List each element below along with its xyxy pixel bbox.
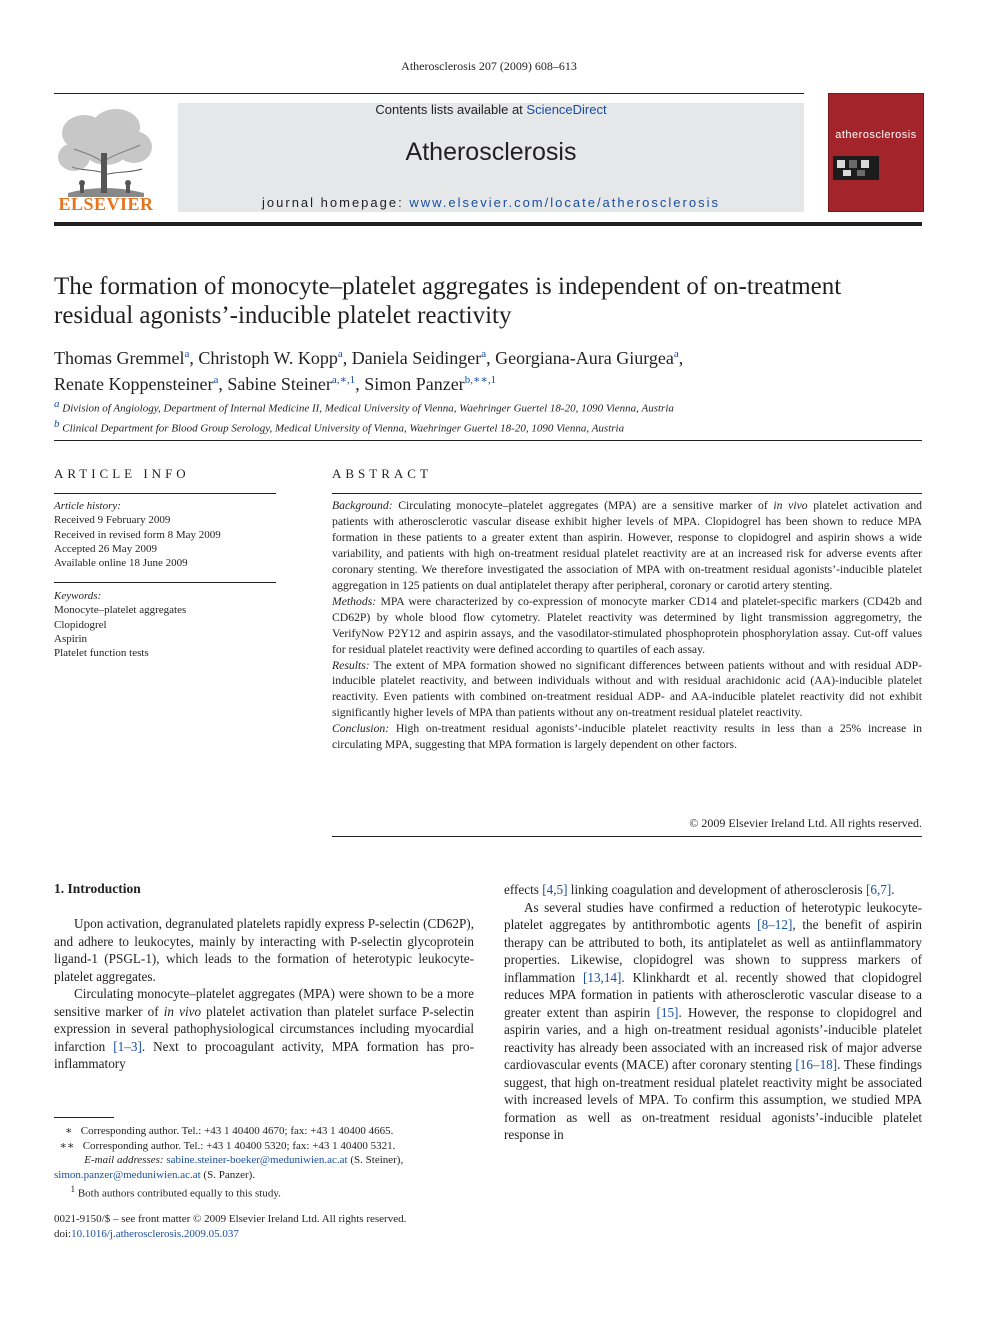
introduction-heading: 1. Introduction bbox=[54, 881, 141, 896]
history-item: Received in revised form 8 May 2009 bbox=[54, 528, 221, 541]
author-line-2: Renate Koppensteiner$^a$, Sabine Steiner$^{a,∗,1}$, Simon Panzer$^{b,∗∗,1}$ bbox=[54, 374, 497, 394]
abstract-copyright: © 2009 Elsevier Ireland Ltd. All rights reserved. bbox=[689, 816, 922, 830]
keyword-item: Clopidogrel bbox=[54, 618, 107, 631]
history-item: Accepted 26 May 2009 bbox=[54, 542, 157, 555]
cover-title: atherosclerosis bbox=[835, 129, 917, 141]
abstract-methods: Methods: MPA were characterized by co-expression of monocyte marker CD14 and platelet-specific markers (CD42b and CD62P) by whole blood flow cytometry. Platelet reactivity was determined by light transmission aggregometry, the VerifyNow P2Y12 and aspirin assays, and the vasodilator-stimulated phosphoprotein phosphorylation assay. Cut-off values for residual platelet reactivity were defined according to quartiles of each assay. bbox=[332, 594, 922, 656]
citation-link[interactable]: [15] bbox=[656, 1004, 679, 1020]
footnote-equal-contribution: $^1$ Both authors contributed equally to this study. bbox=[70, 1184, 281, 1200]
keyword-item: Monocyte–platelet aggregates bbox=[54, 604, 187, 617]
cover-pattern-icon bbox=[833, 156, 879, 180]
email-link[interactable]: sabine.steiner-boeker@meduniwien.ac.at bbox=[166, 1154, 348, 1166]
homepage-prefix: journal homepage: bbox=[262, 195, 410, 210]
citation-link[interactable]: [1–3] bbox=[113, 1038, 142, 1054]
keywords-title: Keywords: bbox=[54, 590, 102, 602]
title-line-2: residual agonists’-inducible platelet reactivity bbox=[54, 302, 512, 329]
header-rule bbox=[54, 222, 922, 226]
affiliations bbox=[54, 397, 924, 436]
citation-link[interactable]: [16–18] bbox=[795, 1057, 838, 1072]
affiliation-b: $^b$ Clinical Department for Blood Group Serology, Medical University of Vienna, Waehringer Guertel 18-20, 1090 Vienna, Austria bbox=[54, 417, 625, 435]
author-affiliation-mark[interactable]: a bbox=[213, 374, 219, 386]
sciencedirect-link[interactable]: ScienceDirect bbox=[526, 102, 607, 117]
contents-line bbox=[178, 102, 804, 117]
running-head: Atherosclerosis 207 (2009) 608–613 bbox=[401, 59, 577, 73]
intro-paragraph-1: Upon activation, degranulated platelets rapidly express P-selectin (CD62P), and adhere to leukocytes, mainly by interacting with P-selectin glycoprotein ligand-1 (PSGL-1), which leads to the formation of heterotypic leukocyte-platelet aggregates. bbox=[54, 916, 474, 984]
author-affiliation-mark[interactable]: a bbox=[337, 348, 343, 360]
journal-cover bbox=[828, 93, 924, 212]
footnote-emails: E-mail addresses: sabine.steiner-boeker@meduniwien.ac.at (S. Steiner), bbox=[84, 1154, 404, 1166]
history-item: Received 9 February 2009 bbox=[54, 514, 171, 527]
keyword-item: Platelet function tests bbox=[54, 647, 149, 660]
email-link[interactable]: simon.panzer@meduniwien.ac.at bbox=[54, 1168, 201, 1181]
issn-block bbox=[54, 1212, 474, 1242]
author-affiliation-mark[interactable]: b,∗∗,1 bbox=[464, 374, 497, 386]
top-rule bbox=[54, 93, 804, 94]
article-history bbox=[54, 499, 276, 570]
author-affiliation-mark[interactable]: a,∗,1 bbox=[331, 374, 356, 386]
abstract-rule-top bbox=[332, 493, 922, 494]
footnote-rule bbox=[54, 1117, 114, 1118]
author-affiliation-mark[interactable]: a bbox=[184, 348, 190, 360]
contents-prefix: Contents lists available at bbox=[375, 102, 527, 117]
elsevier-wordmark: ELSEVIER bbox=[58, 194, 154, 214]
footnotes bbox=[54, 1124, 474, 1201]
abstract-rule-bottom bbox=[332, 836, 922, 837]
abstract-body bbox=[332, 498, 922, 753]
article-info-heading: ARTICLE INFO bbox=[54, 466, 190, 481]
doi-link[interactable]: 10.1016/j.atherosclerosis.2009.05.037 bbox=[71, 1228, 239, 1240]
author-affiliation-mark[interactable]: a bbox=[673, 348, 679, 360]
article-info-rule bbox=[54, 493, 276, 494]
journal-name: Atherosclerosis bbox=[405, 138, 577, 166]
citation-link[interactable]: [4,5] bbox=[542, 882, 568, 897]
paper-title bbox=[54, 272, 934, 330]
body-column-right bbox=[504, 881, 922, 1144]
intro-paragraph-2-continued: effects [4,5] linking coagulation and development of atherosclerosis [6,7]. bbox=[504, 882, 895, 897]
issn-line: 0021-9150/$ – see front matter © 2009 Elsevier Ireland Ltd. All rights reserved. bbox=[54, 1213, 407, 1225]
title-line-1: The formation of monocyte–platelet aggregates is independent of on-treatment bbox=[54, 273, 842, 300]
author-name: Renate Koppensteiner bbox=[54, 374, 214, 394]
author-name: Simon Panzer bbox=[364, 374, 465, 394]
footnote-corresponding-2: ∗∗ Corresponding author. Tel.: +43 1 40400 5320; fax: +43 1 40400 5321. bbox=[59, 1139, 396, 1152]
keywords-rule bbox=[54, 582, 276, 583]
history-item: Available online 18 June 2009 bbox=[54, 557, 188, 570]
abstract-results: Results: The extent of MPA formation showed no significant differences between patients without and with residual ADP-inducible platelet reactivity, and between individuals without and with residual arachidonic acid (AA)-inducible platelet reactivity. Even patients with combined on-treatment residual ADP- and AA-inducible platelet reactivity did not exhibit significantly higher levels of MPA than patients without any on-treatment residual platelet reactivity. bbox=[332, 658, 922, 720]
abstract-background: Background: Circulating monocyte–platelet aggregates (MPA) are a sensitive marker of in vivo platelet activation and patients with atherosclerotic vascular disease exhibit higher levels of MPA. Clopidogrel has been shown to reduce MPA formation in these patients to a greater extent than aspirin. However, response to clopidogrel and aspirin shows a wide variability, and patients with high on-treatment residual platelet reactivity are at an increased risk for adverse events after coronary stenting. We therefore investigated the association of MPA with on-treatment residual agonists’-inducible platelet aggregation in 125 patients on dual antiplatelet therapy after peripheral, coronary or carotid artery stenting. bbox=[332, 499, 923, 592]
abstract-heading: ABSTRACT bbox=[332, 466, 432, 481]
author-name: Sabine Steiner bbox=[227, 374, 332, 394]
intro-paragraph-2: Circulating monocyte–platelet aggregates (MPA) were shown to be a more sensitive marker of in vivo platelet activation than platelet surface P-selectin expression in several pathophysiological circumstances including myocardial infarction [1–3]. Next to procoagulant activity, MPA formation has pro-inflammatory bbox=[54, 986, 475, 1071]
citation-link[interactable]: [13,14] bbox=[582, 969, 622, 985]
doi-line: doi:10.1016/j.atherosclerosis.2009.05.037 bbox=[54, 1228, 239, 1240]
author-name: Daniela Seidinger bbox=[351, 348, 482, 368]
section-rule bbox=[54, 440, 922, 441]
author-affiliation-mark[interactable]: a bbox=[481, 348, 487, 360]
author-list bbox=[54, 343, 924, 395]
homepage-link[interactable]: www.elsevier.com/locate/atherosclerosis bbox=[409, 195, 720, 210]
author-name: Christoph W. Kopp bbox=[198, 348, 338, 368]
affiliation-a: $^a$ Division of Angiology, Department of Internal Medicine II, Medical University of Vienna, Waehringer Guertel 18-20, 1090 Vienna, Austria bbox=[54, 398, 674, 415]
homepage-line bbox=[178, 195, 804, 210]
citation-link[interactable]: [8–12] bbox=[757, 917, 793, 932]
keyword-item: Aspirin bbox=[54, 632, 87, 645]
abstract-conclusion: Conclusion: High on-treatment residual agonists’-inducible platelet reactivity results in less than a 25% increase in circulating MPA, suggesting that MPA formation is largely dependent on other factors. bbox=[332, 722, 922, 752]
author-name: Thomas Gremmel bbox=[54, 348, 185, 368]
author-line-1: Thomas Gremmel$^a$, Christoph W. Kopp$^a$, Daniela Seidinger$^a$, Georgiana-Aura Giurgea$^a$, bbox=[54, 348, 684, 368]
body-column-left bbox=[54, 915, 474, 1073]
history-title: Article history: bbox=[54, 500, 121, 512]
keywords bbox=[54, 589, 276, 660]
author-name: Georgiana-Aura Giurgea bbox=[495, 348, 674, 368]
footnote-corresponding-1: ∗ Corresponding author. Tel.: +43 1 40400 4670; fax: +43 1 40400 4665. bbox=[65, 1125, 394, 1137]
footnote-emails-2: simon.panzer@meduniwien.ac.at (S. Panzer). bbox=[54, 1168, 256, 1181]
intro-paragraph-3: As several studies have confirmed a reduction of heterotypic leukocyte-platelet aggregates by antithrombotic agents [8–12], the benefit of aspirin therapy can be attributed to both, its antiplatelet as well as antiinflammatory properties. Likewise, clopidogrel was shown to suppress markers of inflammation [13,14]. Klinkhardt et al. recently showed that clopidogrel reduces MPA formation in patients with atherosclerotic vascular disease to a greater extent than aspirin [15]. However, the response to clopidogrel and aspirin varies, and a high on-treatment residual agonists’-inducible platelet reactivity has already been associated with an increased risk of major adverse cardiovascular events (MACE) after coronary stenting [16–18]. These findings suggest, that high on-treatment residual platelet reactivity might be associated with increased levels of MPA. To confirm this assumption, we studied MPA formation as well as on-treatment residual agonists’-inducible platelet response in bbox=[504, 899, 922, 1142]
citation-link[interactable]: [6,7] bbox=[865, 882, 892, 897]
